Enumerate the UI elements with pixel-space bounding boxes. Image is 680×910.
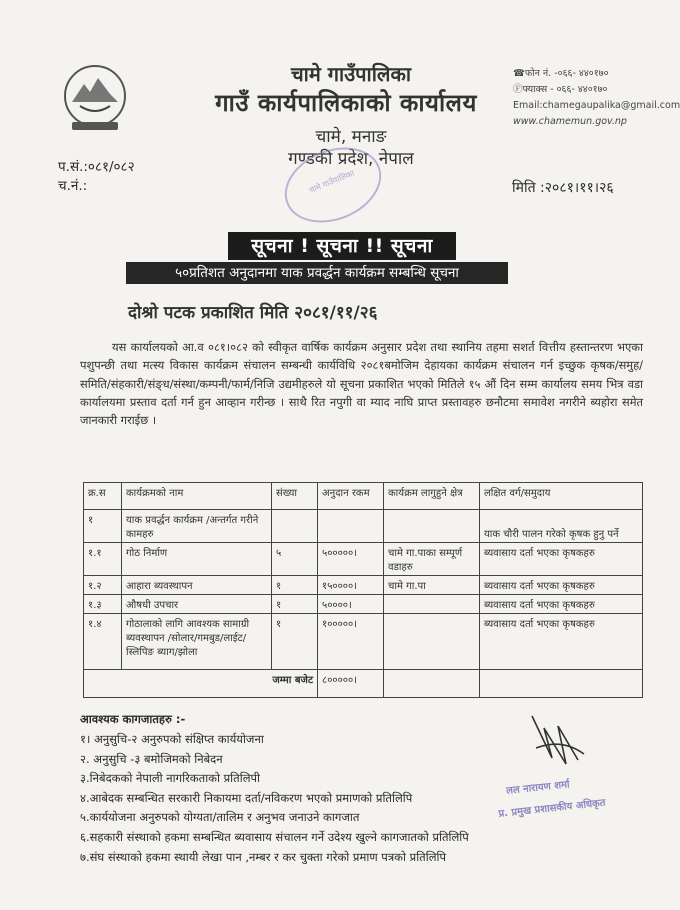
signature-icon xyxy=(522,708,592,778)
table-total-row xyxy=(84,670,643,698)
fax-number: Ⓕफ्याक्स - ०६६- ४४०१७० xyxy=(513,84,608,95)
table-cell: याक चौरी पालन गरेको कृषक हुनु पर्ने xyxy=(480,510,643,543)
total-label: जम्मा बजेट xyxy=(84,670,318,698)
reference-block xyxy=(58,158,135,196)
col-header-target: लक्षित वर्ग/समुदाय xyxy=(480,483,643,510)
table-cell xyxy=(384,614,480,670)
province: गण्डकी प्रदेश, नेपाल xyxy=(288,149,414,169)
table-cell: १५००००। xyxy=(318,576,384,595)
signature-stamp xyxy=(495,766,651,843)
total-value: ८०००००। xyxy=(318,670,384,698)
list-item: ३.निबेदकको नेपाली नागरिकताको प्रतिलिपी xyxy=(80,771,261,786)
list-item: ५.कार्ययोजना अनुरुपको योग्यता/तालिम र अनुभव जनाउने कागजात xyxy=(80,810,360,825)
table-row xyxy=(84,510,643,543)
table-cell xyxy=(318,510,384,543)
issue-date: मिति :२०८१।११।२६ xyxy=(512,180,614,196)
table-cell: औषधी उपचार xyxy=(122,595,272,614)
table-cell xyxy=(384,510,480,543)
table-cell: १ xyxy=(272,614,318,670)
col-header-sn: क्र.स xyxy=(84,483,122,510)
table-cell xyxy=(384,670,480,698)
table-cell: ५०००००। xyxy=(318,543,384,576)
letter-number: प.सं.:०८१/०८२ xyxy=(58,159,135,175)
table-cell: ब्यवासाय दर्ता भएका कृषकहरु xyxy=(480,576,643,595)
phone-number: ☎फोन नं. -०६६- ४४०१७० xyxy=(513,68,609,79)
col-header-grant: अनुदान रकम xyxy=(318,483,384,510)
dispatch-number: च.नं.: xyxy=(58,178,88,194)
list-item: ७.संघ संस्थाको हकमा स्थायी लेखा पान ,नम्बर र कर चुक्ता गरेको प्रमाण पत्रको प्रतिलिपि xyxy=(80,849,447,864)
email-address: Email:chamegaupalika@gmail.com xyxy=(513,100,680,111)
notice-title: सूचना ! सूचना !! सूचना xyxy=(228,232,456,260)
contact-block xyxy=(513,66,680,130)
website: www.chamemun.gov.np xyxy=(513,116,627,127)
location: चामे, मनाङ xyxy=(315,127,387,147)
table-cell: १ xyxy=(84,510,122,543)
officer-title: प्र. प्रमुख प्रशासकीय अधिकृत xyxy=(497,797,607,820)
col-header-count: संख्या xyxy=(272,483,318,510)
table-cell xyxy=(272,510,318,543)
table-cell: गोठ निर्माण xyxy=(122,543,272,576)
table-cell: ब्यवासाय दर्ता भएका कृषकहरु xyxy=(480,595,643,614)
table-cell: ब्यवासाय दर्ता भएका कृषकहरु xyxy=(480,614,643,670)
table-row xyxy=(84,576,643,595)
table-cell: गोठालाको लागि आवश्यक सामाग्री ब्यवस्थापन /सोलार/गमबुड/लाईट/स्लिपिङ ब्याग/झोला xyxy=(122,614,272,670)
table-cell: १.४ xyxy=(84,614,122,670)
table-cell: १ xyxy=(272,576,318,595)
table-cell: चामे गा.पाका सम्पूर्ण वडाहरु xyxy=(384,543,480,576)
table-row xyxy=(84,543,643,576)
col-header-area: कार्यक्रम लागुहुने क्षेत्र xyxy=(384,483,480,510)
table-cell xyxy=(480,670,643,698)
table-row xyxy=(84,595,643,614)
table-header-row xyxy=(84,483,643,510)
office-name: गाउँ कार्यपालिकाको कार्यालय xyxy=(215,89,477,117)
table-row xyxy=(84,614,643,670)
table-cell: ५ xyxy=(272,543,318,576)
list-item: २. अनुसुचि -३ बमोजिमको निबेदन xyxy=(80,751,223,766)
list-item: ६.सहकारी संस्थाको हकमा सम्बन्धित ब्यवासाय संचालन गर्ने उदेश्य खुल्ने कागजातको प्रतिलिपि xyxy=(80,829,469,844)
table-cell xyxy=(384,595,480,614)
list-item: ४.आबेदक सम्बन्धित सरकारी निकायमा दर्ता/नविकरण भएको प्रमाणको प्रतिलिपि xyxy=(80,790,413,805)
notice-subtitle: ५०प्रतिशत अनुदानमा याक प्रवर्द्धन कार्यक्रम सम्बन्धि सूचना xyxy=(126,262,508,284)
table-cell: याक प्रवर्द्धन कार्यक्रम /अन्तर्गत गरीने कामहरु xyxy=(122,510,272,543)
table-cell: चामे गा.पा xyxy=(384,576,480,595)
documents-list xyxy=(80,730,469,867)
table-cell: ५००००। xyxy=(318,595,384,614)
table-cell: ब्यवासाय दर्ता भएका कृषकहरु xyxy=(480,543,643,576)
col-header-program: कार्यक्रमको नाम xyxy=(122,483,272,510)
republish-date: दोश्रो पटक प्रकाशित मिति २०८१/११/२६ xyxy=(128,303,378,323)
table-cell: आहारा ब्यवस्थापन xyxy=(122,576,272,595)
table-cell: १ xyxy=(272,595,318,614)
office-stamp: चामे गाउँपालिका xyxy=(274,134,393,236)
table-cell: १०००००। xyxy=(318,614,384,670)
documents-title: आवश्यक कागजातहरु :- xyxy=(80,712,186,726)
officer-name: लल नारायण शर्मा xyxy=(505,779,571,797)
program-table xyxy=(83,482,643,698)
table-cell: १.३ xyxy=(84,595,122,614)
list-item: १। अनुसुचि-२ अनुरुपको संक्षिप्त कार्ययोजना xyxy=(80,732,264,746)
table-cell: १.२ xyxy=(84,576,122,595)
municipality-name: चामे गाउँपालिका xyxy=(290,62,412,86)
table-cell: १.१ xyxy=(84,543,122,576)
notice-body: यस कार्यालयको आ.व ०८१।०८२ को स्वीकृत वार्षिक कार्यक्रम अनुसार प्रदेश तथा स्थानिय तहमा सशर्त वित्तीय हस्तान्तरण भएका पशुपन्छी तथा मत्स्य विकास कार्यक्रम संचालन सम्बन्धी कार्यविधि २०८१बमोजिम देहायका कार्यक्रम संचालन गर्न इच्छुक कृषक/समुह/समिति/संहकारी/संङ्ध/संस्था/कम्पनी/फार्म/निजि उद्यमीहरुले यो सूचना प्रकाशित भएको मितिले १५ औं दिन सम्म कार्यालय समय भित्र वडा कार्यालयमा प्रस्ताव दर्ता गर्न हुन आव्हान गरीन्छ । साथै रित नपुगी वा म्याद नाघि प्राप्त प्रस्तावहरु छनौटमा समावेश नगरीने ब्यहोरा समेत जानकारी गराईछ । xyxy=(80,340,643,428)
